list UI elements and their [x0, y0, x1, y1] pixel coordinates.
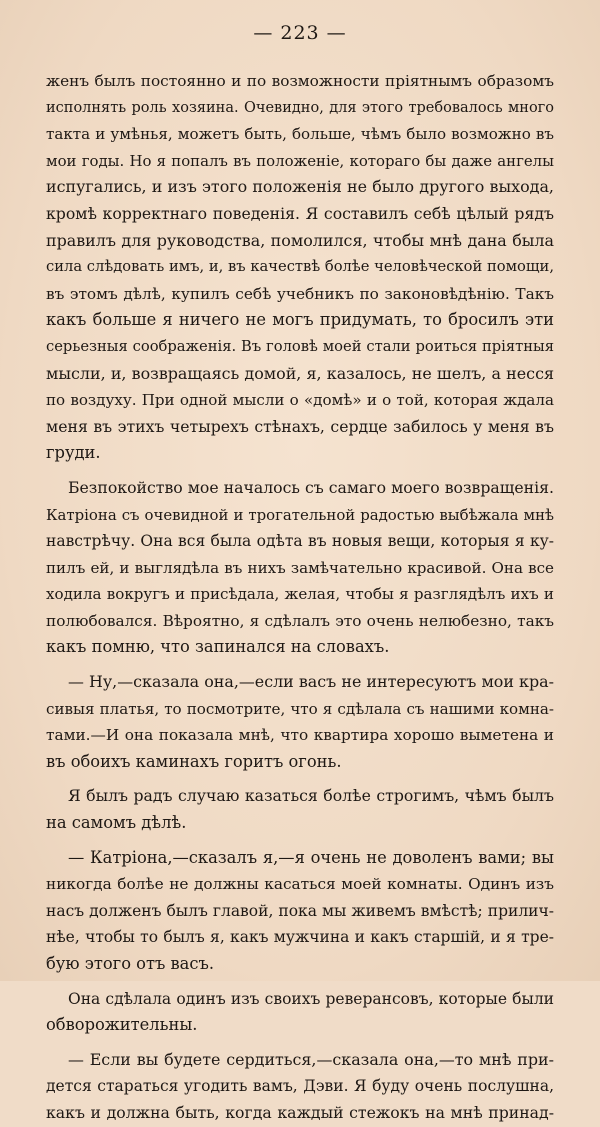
text-line: сивыя платья, то посмотрите, что я сдѣлала съ нашими комна- — [46, 699, 554, 718]
paragraph-gap — [46, 837, 554, 845]
text-line: правилъ для руководства, помолился, чтобы мнѣ дана была — [46, 230, 554, 250]
text-line: — Ну,—сказала она,—если васъ не интересуютъ мои кра- — [68, 672, 554, 692]
paragraph-gap — [46, 1039, 554, 1047]
text-line: полюбовался. Вѣроятно, я сдѣлалъ это очень нелюбезно, такъ — [46, 611, 554, 630]
text-line: нѣе, чтобы то былъ я, какъ мужчина и какъ старшій, и я тре- — [46, 928, 554, 947]
text-line: по воздуху. При одной мысли о «домѣ» и о той, которая ждала — [46, 391, 554, 410]
text-line: пилъ ей, и выглядѣла въ нихъ замѣчательно красивой. Она все — [46, 558, 554, 577]
text-line: — Если вы будете сердиться,—сказала она,—то мнѣ при- — [68, 1049, 554, 1069]
text-line: на самомъ дѣлѣ. — [46, 813, 187, 833]
text-line: ходила вокругъ и присѣдала, желая, чтобы я разглядѣлъ ихъ и — [46, 585, 554, 604]
text-line: кромѣ корректнаго поведенія. Я составилъ себѣ цѣлый рядъ — [46, 203, 554, 223]
text-line: Она сдѣлала одинъ изъ своихъ реверансовъ, которые были — [68, 989, 554, 1008]
text-line: женъ былъ постоянно и по возможности пріятнымъ образомъ — [46, 72, 554, 90]
text-line: меня въ этихъ четырехъ стѣнахъ, сердце забилось у меня въ — [46, 416, 554, 436]
text-line: тами.—И она показала мнѣ, что квартира хорошо выметена и — [46, 726, 554, 745]
text-line: въ обоихъ каминахъ горитъ огонь. — [46, 751, 342, 771]
text-line: навстрѣчу. Она вся была одѣта въ новыя вещи, которыя я ку- — [46, 532, 554, 551]
text-line: насъ долженъ былъ главой, пока мы живемъ вмѣстѣ; прилич- — [46, 901, 554, 920]
text-line: дется стараться угодить вамъ, Дэви. Я буду очень послушна, — [46, 1077, 554, 1096]
text-line: какъ помню, что запинался на словахъ. — [46, 637, 390, 657]
text-line: никогда болѣе не должны касаться моей комнаты. Одинъ изъ — [46, 875, 554, 894]
text-line: бую этого отъ васъ. — [46, 954, 215, 973]
text-line: Безпокойство мое началось съ самаго моего возвращенія. — [68, 477, 554, 497]
text-line: какъ и должна быть, когда каждый стежокъ на мнѣ принад- — [46, 1102, 554, 1122]
text-line: — Катріона,—сказалъ я,—я очень не доволенъ вами; вы — [68, 847, 554, 867]
paragraph-gap — [46, 775, 554, 783]
text-line: сила слѣдовать имъ, и, въ качествѣ болѣе человѣческой помощи, — [46, 258, 554, 276]
paragraph-gap — [46, 978, 554, 986]
text-line: такта и умѣнья, можетъ быть, больше, чѣмъ было возможно въ — [46, 125, 554, 144]
paragraph-gap — [46, 467, 554, 475]
text-line: какъ больше я ничего не могъ придумать, то бросилъ эти — [46, 310, 554, 330]
text-line: Катріона съ очевидной и трогательной радостью выбѣжала мнѣ — [46, 505, 554, 524]
text-line: Я былъ радъ случаю казаться болѣе строгимъ, чѣмъ былъ — [68, 786, 554, 806]
paragraph-gap — [46, 661, 554, 669]
text-line: мысли, и, возвращаясь домой, я, казалось, не шелъ, а несся — [46, 363, 554, 383]
body-text — [46, 68, 554, 1127]
text-line: серьезныя соображенія. Въ головѣ моей стали роиться пріятныя — [46, 337, 554, 355]
text-line: груди. — [46, 443, 101, 463]
text-line: мои годы. Но я попалъ въ положеніе, котораго бы даже ангелы — [46, 151, 554, 170]
text-line: обворожительны. — [46, 1015, 198, 1035]
text-line: испугались, и изъ этого положенія не было другого выхода, — [46, 177, 554, 197]
text-line: исполнять роль хозяина. Очевидно, для этого требовалось много — [46, 99, 554, 116]
text-line: въ этомъ дѣлѣ, купилъ себѣ учебникъ по законовѣдѣнію. Такъ — [46, 284, 554, 303]
page-number: — 223 — — [253, 22, 347, 44]
